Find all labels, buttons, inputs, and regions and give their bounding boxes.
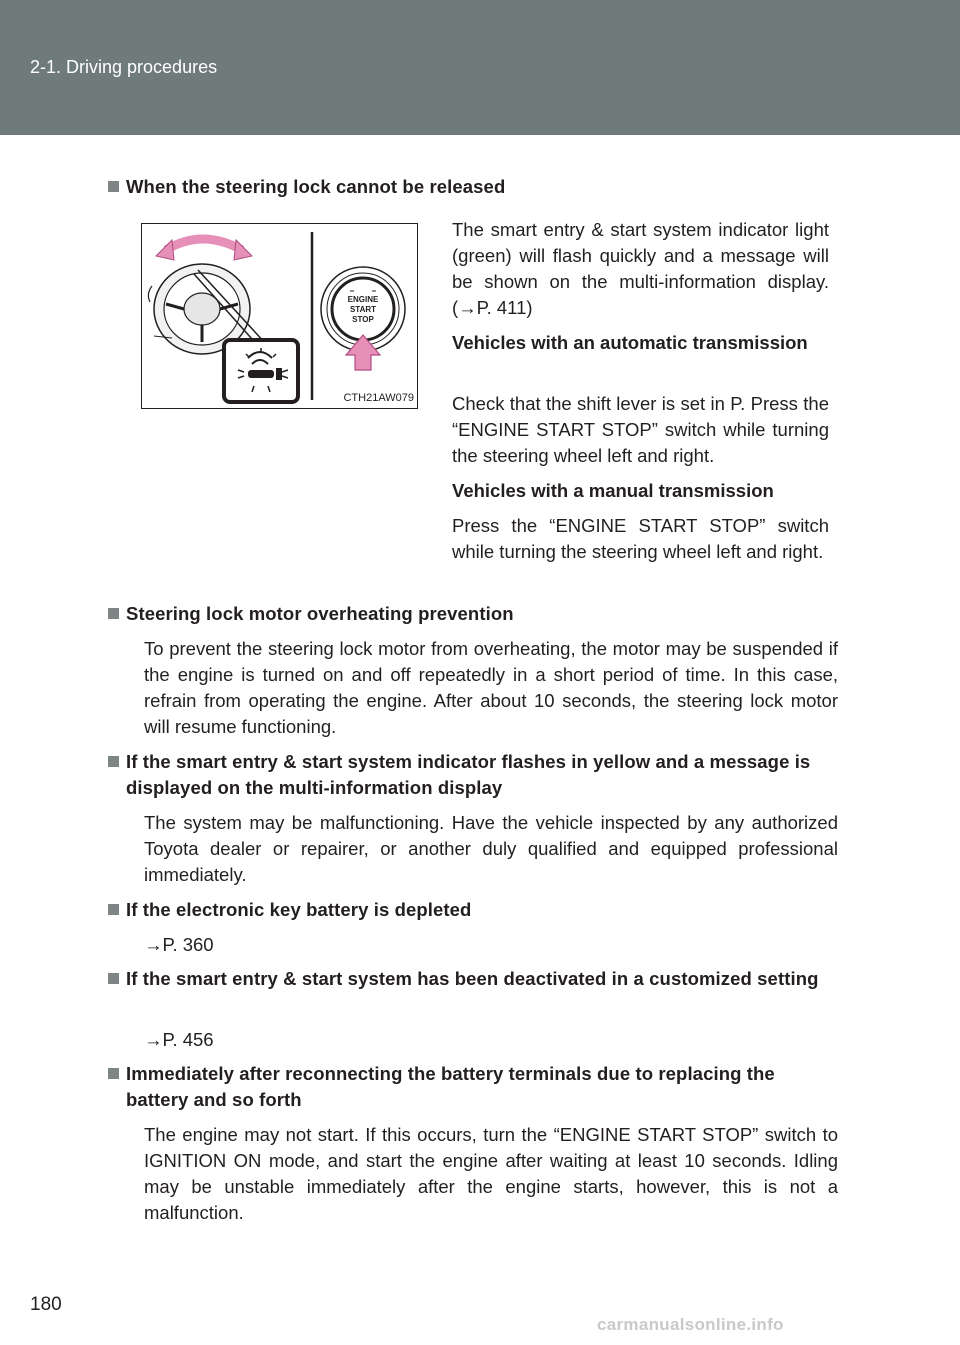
button-label-stop: STOP — [352, 315, 374, 324]
steering-lock-illustration — [141, 223, 418, 409]
bullet-square-icon — [108, 904, 119, 915]
s5-page-ref: →P. 456 — [144, 1029, 214, 1050]
watermark: carmanualsonline.info — [597, 1315, 784, 1334]
s1-automatic-text: Check that the shift lever is set in P. Press the “ENGINE START STOP” switch while turning the steering wheel left and right. — [452, 393, 829, 466]
bullet-square-icon — [108, 973, 119, 984]
heading-battery-reconnected: Immediately after reconnecting the battery terminals due to replacing the battery and so forth — [126, 1061, 838, 1113]
bullet-square-icon — [108, 1068, 119, 1079]
page-header — [0, 0, 960, 135]
bullet-square-icon — [108, 608, 119, 619]
s3-body: The system may be malfunctioning. Have the vehicle inspected by any authorized Toyota dealer or repairer, or another duly qualified and equipped professional immediately. — [144, 812, 838, 885]
heading-steering-lock-not-released: When the steering lock cannot be released — [126, 174, 838, 200]
bullet-square-icon — [108, 756, 119, 767]
heading-key-battery-depleted: If the electronic key battery is depleted — [126, 897, 838, 923]
heading-overheating-prevention: Steering lock motor overheating prevention — [126, 601, 838, 627]
s1-indicator-text: The smart entry & start system indicator light (green) will flash quickly and a message will be shown on the multi-information display. (→P. 411) — [452, 219, 829, 318]
s1-manual-heading: Vehicles with a manual transmission — [452, 480, 774, 501]
figure-code: CTH21AW079 — [343, 392, 414, 404]
section-title: 2-1. Driving procedures — [30, 57, 218, 77]
s1-manual-text: Press the “ENGINE START STOP” switch while turning the steering wheel left and right. — [452, 515, 829, 562]
heading-indicator-flashes-yellow: If the smart entry & start system indicator flashes in yellow and a message is displayed on the multi-information display — [126, 749, 838, 801]
steering-wheel-and-start-button-icon — [142, 224, 416, 407]
button-label-engine: ENGINE — [347, 295, 379, 304]
heading-system-deactivated: If the smart entry & start system has been deactivated in a customized setting — [126, 966, 838, 992]
bullet-square-icon — [108, 181, 119, 192]
button-label-start: START — [349, 305, 377, 314]
s4-page-ref: →P. 360 — [144, 934, 214, 955]
s6-body: The engine may not start. If this occurs, turn the “ENGINE START STOP” switch to IGNITION ON mode, and start the engine after waiting at least 10 seconds. Idling may be unstable immediately after the engine starts, however, this is not a malfunction. — [144, 1124, 838, 1223]
page-number: 180 — [30, 1294, 62, 1315]
s2-body: To prevent the steering lock motor from overheating, the motor may be suspended if the engine is turned on and off repeatedly in a short period of time. In this case, refrain from operating the engine. After about 10 seconds, the steering lock motor will resume functioning. — [144, 638, 838, 737]
s1-automatic-heading: Vehicles with an automatic transmission — [452, 332, 808, 353]
